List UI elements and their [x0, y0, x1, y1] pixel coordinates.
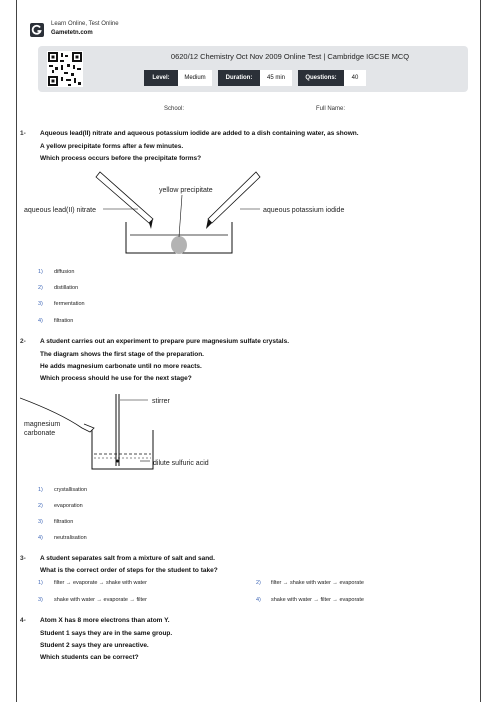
question-text: He adds magnesium carbonate until no more reacts. — [40, 363, 202, 370]
label-stirrer: stirrer — [152, 398, 170, 405]
option-text[interactable]: neutralisation — [54, 535, 87, 541]
option-number[interactable]: 1) — [38, 487, 43, 493]
question-text: Atom X has 8 more electrons than atom Y. — [40, 617, 170, 624]
right-dropper — [208, 172, 260, 223]
gametetn-logo-icon — [30, 23, 44, 37]
label-lead-nitrate: aqueous lead(II) nitrate — [24, 207, 96, 214]
question-text: Which students can be correct? — [40, 654, 139, 661]
yellow-precipitate-blob — [171, 236, 187, 254]
test-header — [38, 46, 468, 92]
questions-label: Questions: — [298, 70, 344, 86]
question-number: 1- — [20, 130, 26, 137]
option-number[interactable]: 3) — [38, 519, 43, 525]
question-text: A student carries out an experiment to prepare pure magnesium sulfate crystals. — [40, 338, 290, 345]
brand-tagline: Learn Online, Test Online — [51, 21, 119, 27]
question-text: Which process occurs before the precipitate forms? — [40, 155, 202, 162]
option-text[interactable]: fermentation — [54, 301, 85, 307]
option-text[interactable]: filtration — [54, 519, 74, 525]
option-number[interactable]: 1) — [38, 580, 43, 586]
option-number[interactable]: 2) — [38, 503, 43, 509]
test-title: 0620/12 Chemistry Oct Nov 2009 Online Test | Cambridge IGCSE MCQ — [170, 52, 410, 61]
magnesium-carbonate-solid — [116, 460, 119, 463]
question-text: Student 2 says they are unreactive. — [40, 642, 149, 649]
question-text: The diagram shows the first stage of the preparation. — [40, 351, 204, 358]
beaker-outline — [92, 430, 153, 469]
label-potassium-iodide: aqueous potassium iodide — [263, 207, 345, 214]
school-field[interactable]: School: — [164, 106, 185, 112]
option-text[interactable]: shake with water → evaporate → filter — [54, 597, 147, 603]
qr-code-icon — [47, 51, 83, 87]
level-label: Level: — [144, 70, 178, 86]
brand-site-link[interactable]: Gametetn.com — [51, 30, 93, 36]
option-text[interactable]: diffusion — [54, 269, 75, 275]
option-text[interactable]: distillation — [54, 285, 79, 291]
page-border-right — [480, 0, 481, 702]
option-number[interactable]: 4) — [256, 597, 261, 603]
option-text[interactable]: filter → shake with water → evaporate — [271, 580, 364, 586]
option-text[interactable]: crystallisation — [54, 487, 88, 493]
question-text: Aqueous lead(II) nitrate and aqueous potassium iodide are added to a dish containing water, as shown. — [40, 130, 359, 137]
option-text[interactable]: evaporation — [54, 503, 83, 509]
duration-label: Duration: — [218, 70, 260, 86]
option-number[interactable]: 4) — [38, 535, 43, 541]
left-dropper — [96, 172, 153, 223]
question-text: Which process should he use for the next stage? — [40, 375, 192, 382]
option-number[interactable]: 1) — [38, 269, 43, 275]
question-text: A student separates salt from a mixture of salt and sand. — [40, 555, 215, 562]
option-number[interactable]: 4) — [38, 318, 43, 324]
question-text: A yellow precipitate forms after a few minutes. — [40, 143, 184, 150]
q1-diagram-dish — [20, 165, 380, 265]
label-carbonate: carbonate — [24, 430, 56, 437]
option-text[interactable]: filtration — [54, 318, 74, 324]
option-text[interactable]: filter → evaporate → shake with water — [54, 580, 147, 586]
q2-diagram-beaker — [20, 388, 260, 478]
duration-value: 45 min — [260, 70, 292, 86]
questions-value: 40 — [344, 70, 366, 86]
precipitate-pointer — [179, 195, 182, 237]
option-text[interactable]: shake with water → filter → evaporate — [271, 597, 364, 603]
label-yellow-precipitate: yellow precipitate — [159, 187, 213, 194]
option-number[interactable]: 2) — [38, 285, 43, 291]
label-dilute-sulfuric-acid: dilute sulfuric acid — [153, 460, 209, 467]
question-text: What is the correct order of steps for the student to take? — [40, 567, 218, 574]
page-border-left — [16, 0, 17, 702]
full-name-field[interactable]: Full Name: — [316, 106, 346, 112]
option-number[interactable]: 3) — [38, 301, 43, 307]
question-number: 3- — [20, 555, 26, 562]
option-number[interactable]: 3) — [38, 597, 43, 603]
level-value: Medium — [178, 70, 212, 86]
question-text: Student 1 says they are in the same group. — [40, 630, 173, 637]
label-magnesium: magnesium — [24, 421, 61, 428]
option-number[interactable]: 2) — [256, 580, 261, 586]
question-number: 2- — [20, 338, 26, 345]
question-number: 4- — [20, 617, 26, 624]
